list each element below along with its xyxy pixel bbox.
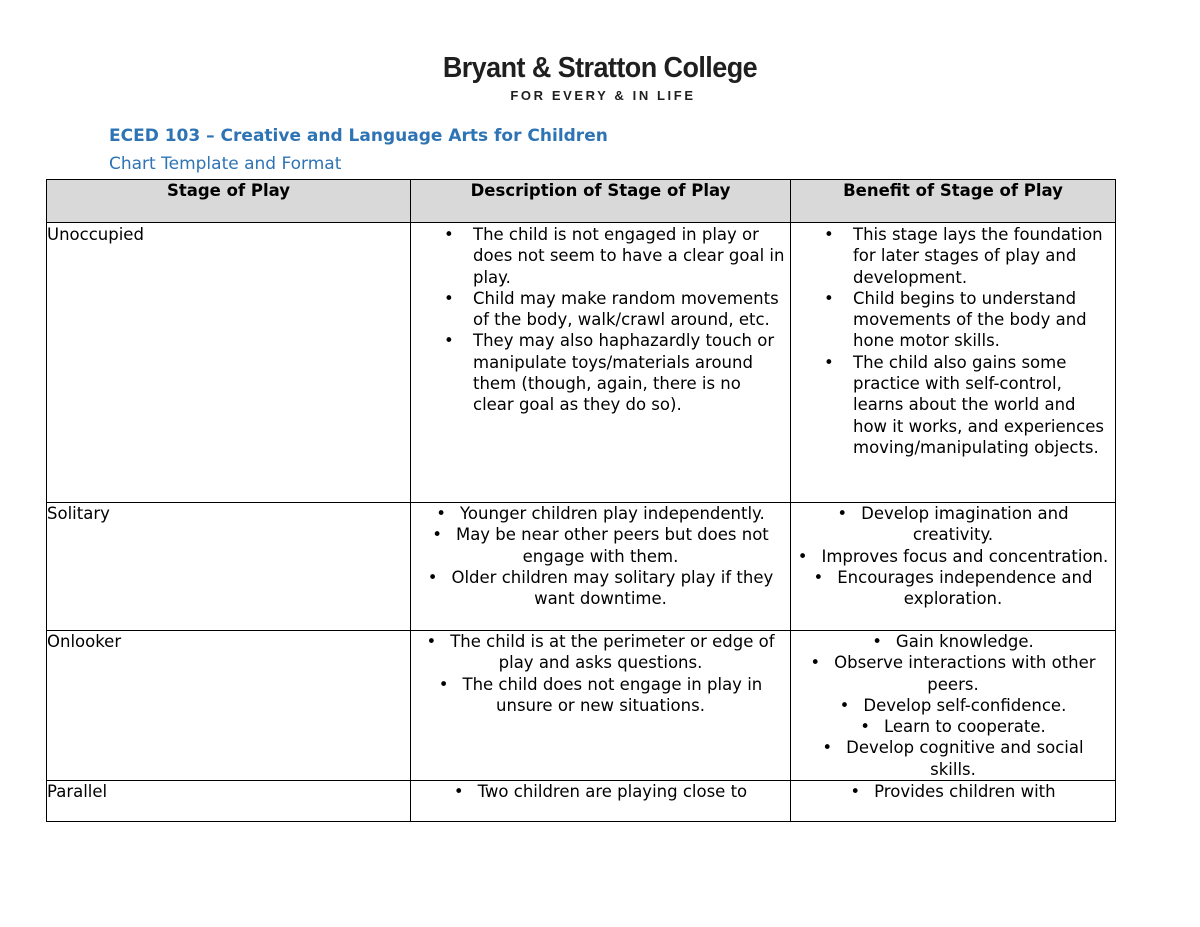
stage-name: Parallel <box>47 781 411 822</box>
list-item: • Develop imagination and creativity. <box>837 504 1069 545</box>
bullet-icon: • <box>427 567 438 587</box>
stage-name: Unoccupied <box>47 223 411 503</box>
list-item: • The child also gains some practice with self-control, learns about the world and how it works, and experiences moving/manipulating objects. <box>791 352 1115 458</box>
bullet-icon: • <box>813 567 824 587</box>
bullet-icon: • <box>850 782 861 802</box>
list-item: • Two children are playing close to <box>453 782 748 802</box>
list-item: • Develop cognitive and social skills. <box>822 738 1084 779</box>
column-header-stage: Stage of Play <box>47 180 411 223</box>
list-item: • The child is not engaged in play or does not seem to have a clear goal in play. <box>411 224 790 288</box>
logo-name: Bryant & Stratton College <box>442 52 758 84</box>
bullet-icon: • <box>810 653 821 673</box>
bullet-icon: • <box>860 717 870 737</box>
bullet-icon: • <box>872 632 882 651</box>
benefit-list <box>791 781 1115 802</box>
list-item: • The child does not engage in play in unsure or new situations. <box>438 674 763 715</box>
table-row <box>47 503 1116 631</box>
stage-name: Onlooker <box>47 631 411 781</box>
bullet-icon: • <box>426 632 437 651</box>
college-logo <box>0 50 1200 103</box>
course-title: ECED 103 – Creative and Language Arts for Children <box>109 126 608 146</box>
bullet-icon: • <box>438 674 449 694</box>
list-item: • Younger children play independently. <box>436 504 765 523</box>
bullet-icon: • <box>839 695 850 715</box>
table-row <box>47 631 1116 781</box>
description-list <box>411 781 790 802</box>
description-cell <box>411 503 791 631</box>
bullet-icon: • <box>436 504 446 523</box>
benefit-cell <box>791 631 1116 781</box>
benefit-cell <box>791 503 1116 631</box>
list-item: • Provides children with <box>850 782 1056 802</box>
bullet-icon: • <box>797 546 808 566</box>
description-cell <box>411 781 791 822</box>
description-list <box>411 631 790 716</box>
bullet-icon: • <box>432 525 442 545</box>
list-item: • The child is at the perimeter or edge of play and asks questions. <box>426 632 775 673</box>
list-item: • They may also haphazardly touch or manipulate toys/materials around them (though, again, there is no clear goal as they do so). <box>411 330 790 415</box>
description-list <box>411 224 790 416</box>
list-item: • This stage lays the foundation for later stages of play and development. <box>791 224 1115 288</box>
stage-name: Solitary <box>47 503 411 631</box>
table-row <box>47 223 1116 503</box>
list-item: • Child begins to understand movements of the body and hone motor skills. <box>791 288 1115 352</box>
bullet-icon: • <box>822 738 833 758</box>
list-item: • Develop self-confidence. <box>839 695 1067 715</box>
stages-of-play-table <box>46 179 1116 822</box>
benefit-list <box>791 631 1115 780</box>
list-item: • Improves focus and concentration. <box>797 546 1109 566</box>
document-subtitle: Chart Template and Format <box>109 154 342 174</box>
list-item: • Older children may solitary play if they want downtime. <box>427 567 774 609</box>
list-item: • Learn to cooperate. <box>860 717 1046 737</box>
logo-tagline: FOR EVERY & IN LIFE <box>510 88 696 103</box>
list-item: • Gain knowledge. <box>872 632 1034 651</box>
list-item: • Encourages independence and exploration. <box>813 567 1093 609</box>
table-row <box>47 781 1116 822</box>
benefit-list <box>791 503 1115 609</box>
table-header-row <box>47 180 1116 223</box>
description-cell <box>411 223 791 503</box>
column-header-benefit: Benefit of Stage of Play <box>791 180 1116 223</box>
benefit-list <box>791 224 1115 458</box>
description-cell <box>411 631 791 781</box>
list-item: • May be near other peers but does not engage with them. <box>432 525 769 566</box>
bullet-icon: • <box>453 782 464 802</box>
list-item: • Child may make random movements of the body, walk/crawl around, etc. <box>411 288 790 331</box>
benefit-cell <box>791 781 1116 822</box>
description-list <box>411 503 790 609</box>
bullet-icon: • <box>837 504 848 523</box>
benefit-cell <box>791 223 1116 503</box>
column-header-description: Description of Stage of Play <box>411 180 791 223</box>
list-item: • Observe interactions with other peers. <box>810 653 1096 694</box>
